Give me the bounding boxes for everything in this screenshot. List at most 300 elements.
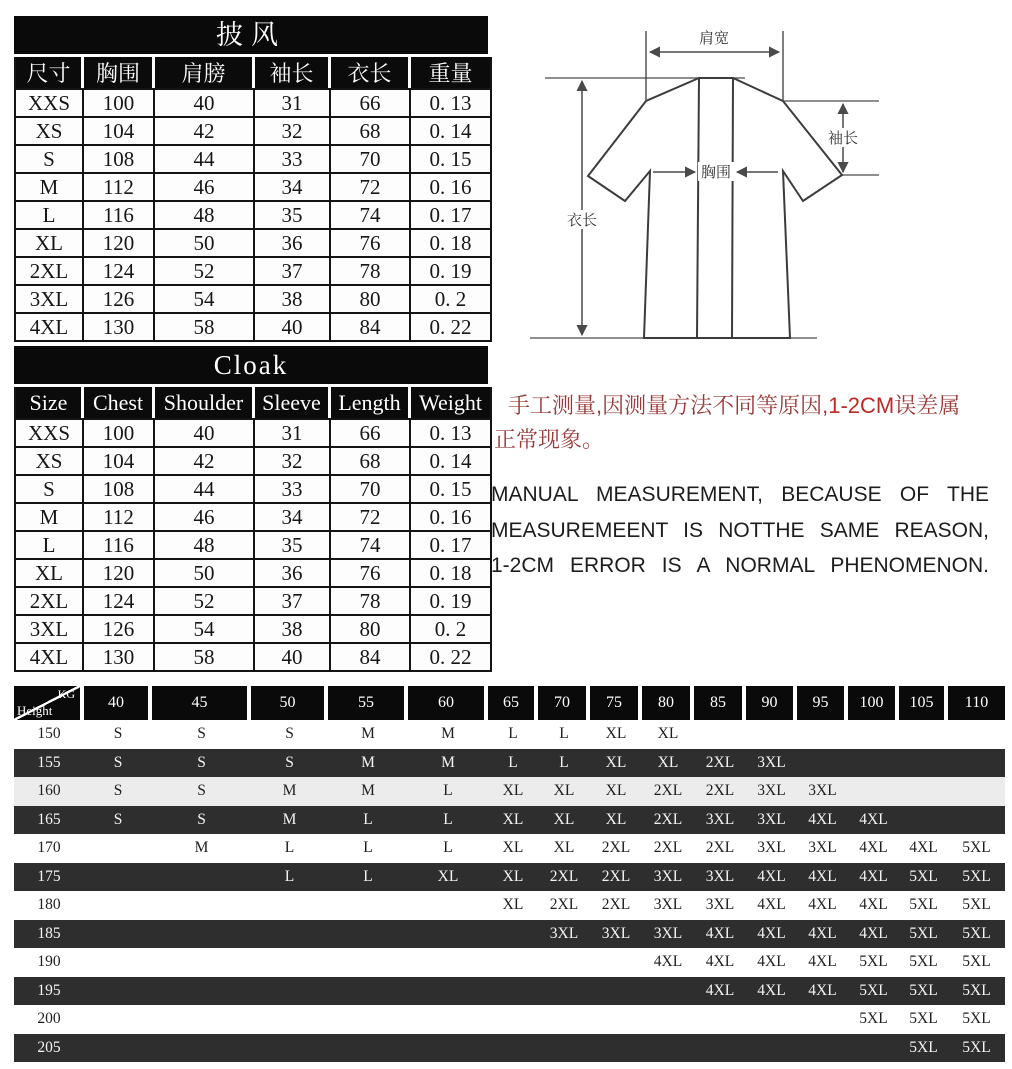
size-cell: 3XL — [694, 863, 746, 892]
table-cell: 32 — [255, 116, 331, 144]
size-cell: 2XL — [694, 777, 746, 806]
table-cell: 130 — [84, 642, 155, 670]
table-cell: 38 — [255, 614, 331, 642]
table-row — [16, 642, 490, 670]
size-cell: 3XL — [642, 920, 694, 949]
matrix-row — [14, 1005, 1005, 1034]
table-cell: 0. 13 — [411, 88, 490, 116]
size-cell: L — [488, 749, 538, 778]
table-cell: 0. 22 — [411, 312, 490, 340]
table-cell: 0. 18 — [411, 558, 490, 586]
table-cell: 48 — [155, 200, 255, 228]
size-cell: M — [251, 777, 328, 806]
column-header: Shoulder — [155, 387, 255, 418]
size-cell: 5XL — [948, 1005, 1005, 1034]
robe-outline — [588, 78, 842, 338]
size-cell: 4XL — [899, 834, 948, 863]
table-row — [16, 418, 490, 446]
table-cell: 112 — [84, 502, 155, 530]
size-cell — [746, 1034, 797, 1063]
size-cell: 5XL — [899, 863, 948, 892]
table-cell: 66 — [331, 418, 411, 446]
column-header: 肩膀 — [155, 57, 255, 88]
size-cell — [488, 1034, 538, 1063]
shoulder-width-label: 肩宽 — [698, 31, 730, 47]
table-cell: 68 — [331, 116, 411, 144]
header-row — [16, 57, 490, 88]
table-cell: 124 — [84, 586, 155, 614]
size-cell — [538, 948, 590, 977]
size-cell: 3XL — [746, 806, 797, 835]
size-cell: L — [251, 863, 328, 892]
size-cell — [488, 977, 538, 1006]
table-cell: 40 — [255, 312, 331, 340]
weight-header: 80 — [642, 686, 694, 720]
size-cell: 4XL — [797, 977, 848, 1006]
size-table-en — [14, 387, 492, 672]
height-label: 150 — [14, 720, 84, 749]
size-cell: 3XL — [642, 863, 694, 892]
table-cell: 0. 19 — [411, 586, 490, 614]
table-cell: 84 — [331, 642, 411, 670]
size-cell — [694, 720, 746, 749]
measure-note-zh — [494, 389, 972, 457]
table-cell: 40 — [155, 418, 255, 446]
height-label: 200 — [14, 1005, 84, 1034]
weight-header: 40 — [84, 686, 152, 720]
size-cell — [797, 1005, 848, 1034]
size-cell — [797, 1034, 848, 1063]
size-cell: S — [84, 806, 152, 835]
table-cell: 3XL — [16, 614, 84, 642]
size-cell: 3XL — [694, 806, 746, 835]
size-cell: M — [328, 749, 408, 778]
height-label: 160 — [14, 777, 84, 806]
size-cell — [84, 920, 152, 949]
table-cell: 66 — [331, 88, 411, 116]
size-cell — [488, 920, 538, 949]
size-cell — [538, 1005, 590, 1034]
weight-header: 45 — [152, 686, 251, 720]
table-cell: 46 — [155, 172, 255, 200]
note-zh-segment: 手工测量,因测量方法不同等原因, — [508, 393, 829, 418]
table-cell: 130 — [84, 312, 155, 340]
weight-header: 100 — [848, 686, 899, 720]
size-cell — [488, 948, 538, 977]
size-cell: L — [538, 749, 590, 778]
table-cell: 124 — [84, 256, 155, 284]
height-label: 170 — [14, 834, 84, 863]
size-cell — [328, 977, 408, 1006]
size-cell — [899, 720, 948, 749]
size-cell: 3XL — [746, 834, 797, 863]
table-row — [16, 144, 490, 172]
size-cell: 4XL — [848, 891, 899, 920]
table-cell: 74 — [331, 530, 411, 558]
size-cell — [84, 863, 152, 892]
matrix-row — [14, 977, 1005, 1006]
size-cell: 4XL — [797, 863, 848, 892]
size-cell: XL — [642, 720, 694, 749]
table-cell: 42 — [155, 116, 255, 144]
table-cell: XXS — [16, 418, 84, 446]
height-label: 175 — [14, 863, 84, 892]
size-cell: 4XL — [848, 834, 899, 863]
size-cell — [328, 1034, 408, 1063]
table-cell: 32 — [255, 446, 331, 474]
size-cell: 5XL — [848, 977, 899, 1006]
table-cell: M — [16, 502, 84, 530]
size-cell: M — [328, 720, 408, 749]
table-cell: 2XL — [16, 586, 84, 614]
column-header: 衣长 — [331, 57, 411, 88]
size-cell: XL — [488, 777, 538, 806]
table-cell: XXS — [16, 88, 84, 116]
table-cell: 112 — [84, 172, 155, 200]
garment-length-label: 衣长 — [566, 213, 598, 229]
table-cell: 100 — [84, 88, 155, 116]
table-cell: 78 — [331, 586, 411, 614]
size-cell: S — [152, 777, 251, 806]
size-cell: XL — [488, 863, 538, 892]
matrix-row — [14, 948, 1005, 977]
size-cell: 3XL — [797, 777, 848, 806]
size-cell: S — [251, 749, 328, 778]
size-cell: 4XL — [694, 948, 746, 977]
size-cell — [152, 920, 251, 949]
matrix-corner-cell — [14, 686, 84, 720]
table-cell: 104 — [84, 116, 155, 144]
note-en-line: MEASUREMEENT IS NOTTHE SAME REASON, — [491, 518, 989, 542]
weight-header: 105 — [899, 686, 948, 720]
column-header: Length — [331, 387, 411, 418]
size-cell: 2XL — [590, 834, 642, 863]
size-cell — [899, 749, 948, 778]
table-cell: 0. 13 — [411, 418, 490, 446]
size-cell: S — [152, 749, 251, 778]
size-table-zh-block — [14, 16, 488, 342]
table-cell: 120 — [84, 228, 155, 256]
table-cell: S — [16, 144, 84, 172]
size-cell — [328, 891, 408, 920]
matrix-row — [14, 891, 1005, 920]
weight-header: 60 — [408, 686, 488, 720]
table-row — [16, 200, 490, 228]
table-cell: 36 — [255, 558, 331, 586]
matrix-row — [14, 749, 1005, 778]
collar-right-line — [732, 78, 733, 337]
size-cell: 5XL — [948, 891, 1005, 920]
table-cell: 76 — [331, 228, 411, 256]
size-cell — [488, 1005, 538, 1034]
weight-header: 65 — [488, 686, 538, 720]
size-cell: 2XL — [538, 863, 590, 892]
table-cell: 0. 15 — [411, 474, 490, 502]
table-row — [16, 172, 490, 200]
size-cell: XL — [408, 863, 488, 892]
table-cell: 104 — [84, 446, 155, 474]
table-cell: 33 — [255, 144, 331, 172]
table-cell: 0. 16 — [411, 502, 490, 530]
size-cell — [408, 948, 488, 977]
note-zh-segment: 误差属正常现象。 — [494, 393, 961, 452]
size-cell — [251, 948, 328, 977]
size-cell: 4XL — [694, 920, 746, 949]
size-cell — [84, 891, 152, 920]
size-table-zh — [14, 57, 492, 342]
table-cell: XS — [16, 446, 84, 474]
column-header: 重量 — [411, 57, 490, 88]
table-cell: 76 — [331, 558, 411, 586]
table-cell: 0. 2 — [411, 614, 490, 642]
size-cell: 4XL — [797, 806, 848, 835]
size-cell — [948, 749, 1005, 778]
table-cell: 80 — [331, 614, 411, 642]
size-cell: 3XL — [746, 777, 797, 806]
matrix-row — [14, 720, 1005, 749]
size-cell: 5XL — [948, 920, 1005, 949]
size-cell: S — [152, 806, 251, 835]
size-cell — [84, 1005, 152, 1034]
column-header: Weight — [411, 387, 490, 418]
size-cell: 5XL — [948, 977, 1005, 1006]
weight-header: 55 — [328, 686, 408, 720]
size-table-en-block — [14, 346, 488, 672]
table-cell: 72 — [331, 502, 411, 530]
size-cell: L — [251, 834, 328, 863]
size-cell — [251, 920, 328, 949]
size-cell: 4XL — [848, 806, 899, 835]
size-cell: XL — [538, 806, 590, 835]
table-cell: 120 — [84, 558, 155, 586]
weight-header: 95 — [797, 686, 848, 720]
chest-label: 胸围 — [700, 165, 732, 181]
column-header: Sleeve — [255, 387, 331, 418]
table-cell: 0. 19 — [411, 256, 490, 284]
size-cell: 4XL — [848, 920, 899, 949]
size-cell — [797, 720, 848, 749]
header-row — [16, 387, 490, 418]
size-cell: XL — [590, 720, 642, 749]
weight-header: 90 — [746, 686, 797, 720]
size-cell: 5XL — [948, 1034, 1005, 1063]
table-cell: 126 — [84, 614, 155, 642]
measure-note-en — [491, 477, 989, 584]
size-cell — [590, 1005, 642, 1034]
weight-header: 50 — [251, 686, 328, 720]
table-cell: 0. 17 — [411, 530, 490, 558]
table-cell: 38 — [255, 284, 331, 312]
table-cell: 0. 14 — [411, 446, 490, 474]
table-row — [16, 256, 490, 284]
table-cell: 72 — [331, 172, 411, 200]
size-cell: 4XL — [797, 891, 848, 920]
table-cell: 54 — [155, 614, 255, 642]
size-cell: 3XL — [538, 920, 590, 949]
note-en-line: 1-2CM ERROR IS A NORMAL PHENOMENON. — [491, 554, 989, 577]
table-cell: 58 — [155, 312, 255, 340]
matrix-row — [14, 920, 1005, 949]
size-cell: 5XL — [899, 1034, 948, 1063]
size-cell: 5XL — [899, 920, 948, 949]
size-cell: M — [251, 806, 328, 835]
size-cell: XL — [488, 834, 538, 863]
table-cell: 100 — [84, 418, 155, 446]
matrix-header-row — [14, 686, 1005, 720]
note-en-line: MANUAL MEASUREMENT, BECAUSE OF THE — [491, 483, 989, 506]
column-header: 袖长 — [255, 57, 331, 88]
size-cell: 2XL — [694, 749, 746, 778]
size-cell: 5XL — [899, 977, 948, 1006]
size-cell: 5XL — [899, 1005, 948, 1034]
size-cell — [948, 720, 1005, 749]
size-cell: 4XL — [746, 948, 797, 977]
size-cell: XL — [488, 891, 538, 920]
weight-header: 70 — [538, 686, 590, 720]
table-cell: XL — [16, 558, 84, 586]
table-row — [16, 228, 490, 256]
size-cell — [899, 806, 948, 835]
height-label: 190 — [14, 948, 84, 977]
table-cell: 37 — [255, 256, 331, 284]
size-cell: XL — [538, 777, 590, 806]
size-cell — [152, 977, 251, 1006]
table-cell: L — [16, 530, 84, 558]
corner-kg-label: KG — [57, 687, 75, 701]
size-cell: 2XL — [590, 863, 642, 892]
table-title-en: Cloak — [14, 346, 488, 384]
size-cell: 4XL — [746, 891, 797, 920]
table-row — [16, 284, 490, 312]
size-cell — [848, 720, 899, 749]
table-cell: 31 — [255, 88, 331, 116]
size-cell — [948, 806, 1005, 835]
table-cell: 3XL — [16, 284, 84, 312]
table-cell: 35 — [255, 530, 331, 558]
table-cell: 31 — [255, 418, 331, 446]
size-cell: 5XL — [948, 834, 1005, 863]
size-cell: M — [152, 834, 251, 863]
size-cell — [408, 891, 488, 920]
matrix-row — [14, 863, 1005, 892]
table-cell: 70 — [331, 144, 411, 172]
size-cell: 5XL — [899, 891, 948, 920]
size-cell: L — [488, 720, 538, 749]
matrix-row — [14, 1034, 1005, 1063]
table-row — [16, 88, 490, 116]
sleeve-length-label: 袖长 — [827, 131, 859, 147]
size-cell: 4XL — [746, 863, 797, 892]
size-cell — [84, 834, 152, 863]
weight-header: 85 — [694, 686, 746, 720]
size-cell: 3XL — [694, 891, 746, 920]
size-cell: L — [328, 834, 408, 863]
size-cell: XL — [538, 834, 590, 863]
height-label: 165 — [14, 806, 84, 835]
table-cell: 0. 14 — [411, 116, 490, 144]
size-cell — [408, 977, 488, 1006]
size-cell: S — [251, 720, 328, 749]
note-zh-segment: 1-2CM — [828, 393, 895, 418]
table-cell: S — [16, 474, 84, 502]
table-cell: 58 — [155, 642, 255, 670]
size-cell: 2XL — [538, 891, 590, 920]
size-cell: M — [408, 720, 488, 749]
table-cell: 0. 16 — [411, 172, 490, 200]
table-cell: 48 — [155, 530, 255, 558]
size-cell: M — [328, 777, 408, 806]
size-cell: 4XL — [746, 977, 797, 1006]
size-cell — [538, 1034, 590, 1063]
table-row — [16, 586, 490, 614]
size-cell — [408, 920, 488, 949]
table-cell: 42 — [155, 446, 255, 474]
table-cell: 46 — [155, 502, 255, 530]
height-label: 205 — [14, 1034, 84, 1063]
table-cell: M — [16, 172, 84, 200]
size-cell — [642, 977, 694, 1006]
table-row — [16, 614, 490, 642]
table-cell: 34 — [255, 502, 331, 530]
size-cell: M — [408, 749, 488, 778]
matrix-row — [14, 777, 1005, 806]
size-cell: 2XL — [694, 834, 746, 863]
size-cell — [899, 777, 948, 806]
size-cell — [848, 777, 899, 806]
table-cell: 2XL — [16, 256, 84, 284]
matrix-row — [14, 806, 1005, 835]
table-cell: XS — [16, 116, 84, 144]
table-cell: 0. 18 — [411, 228, 490, 256]
size-cell: 4XL — [746, 920, 797, 949]
table-cell: 52 — [155, 256, 255, 284]
height-label: 185 — [14, 920, 84, 949]
height-label: 180 — [14, 891, 84, 920]
column-header: 尺寸 — [16, 57, 84, 88]
table-cell: 108 — [84, 474, 155, 502]
size-cell: S — [84, 749, 152, 778]
table-cell: 4XL — [16, 642, 84, 670]
size-cell: 4XL — [694, 977, 746, 1006]
table-cell: 35 — [255, 200, 331, 228]
size-cell: 3XL — [642, 891, 694, 920]
size-cell — [408, 1034, 488, 1063]
garment-measurement-diagram — [505, 10, 1010, 355]
table-cell: 40 — [255, 642, 331, 670]
size-cell: 5XL — [848, 948, 899, 977]
height-label: 195 — [14, 977, 84, 1006]
table-cell: 0. 22 — [411, 642, 490, 670]
weight-header: 110 — [948, 686, 1005, 720]
size-cell: S — [84, 777, 152, 806]
height-label: 155 — [14, 749, 84, 778]
size-cell — [590, 948, 642, 977]
table-title-zh: 披风 — [14, 16, 488, 54]
size-cell — [152, 863, 251, 892]
size-cell — [642, 1005, 694, 1034]
size-cell: 5XL — [948, 948, 1005, 977]
size-cell: S — [84, 720, 152, 749]
table-cell: 37 — [255, 586, 331, 614]
table-cell: L — [16, 200, 84, 228]
column-header: 胸围 — [84, 57, 155, 88]
size-cell — [797, 749, 848, 778]
size-cell — [328, 948, 408, 977]
table-cell: 54 — [155, 284, 255, 312]
corner-height-label: Height — [17, 703, 53, 718]
size-cell: L — [328, 806, 408, 835]
size-cell: 3XL — [590, 920, 642, 949]
